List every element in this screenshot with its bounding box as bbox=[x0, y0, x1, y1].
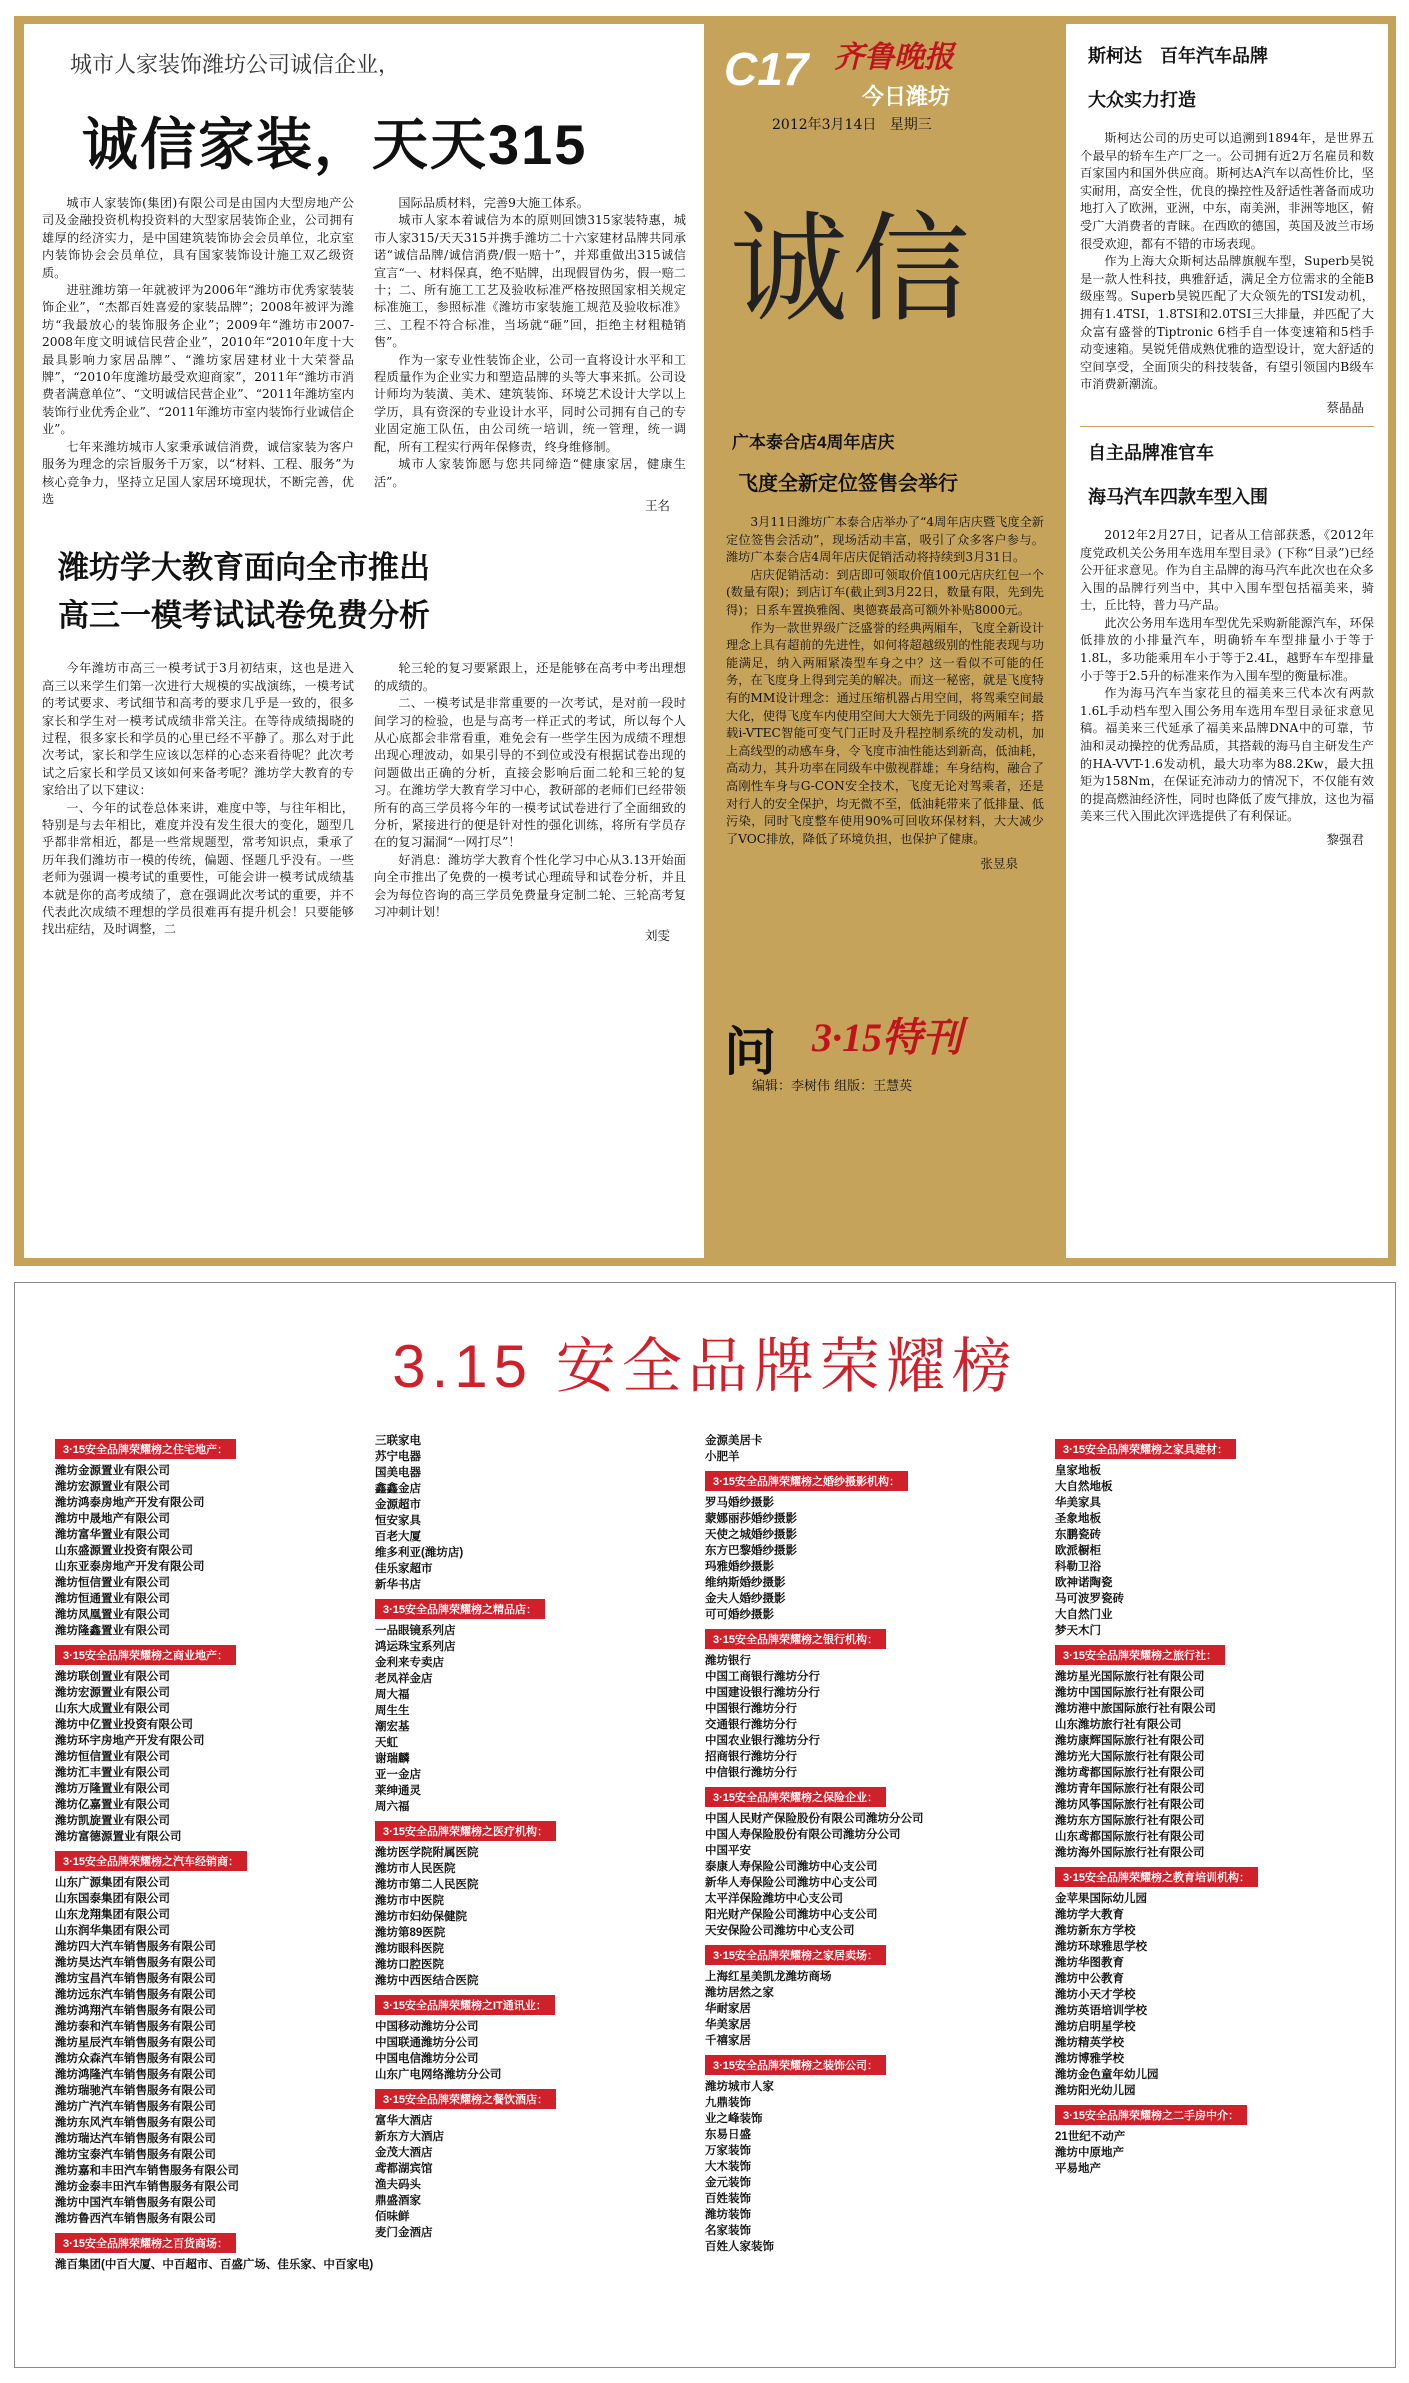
honor-list-item: 万家装饰 bbox=[705, 2145, 751, 2157]
honor-list-item: 华美家居 bbox=[705, 2019, 751, 2031]
honor-list-item: 金源美居卡 bbox=[705, 1435, 763, 1447]
paragraph: 作为一家专业性装饰企业，公司一直将设计水平和工程质量作为企业实力和塑造品牌的头等大事来抓。公司设计师均为装潢、美术、建筑装饰、环境艺术设计大学以上学历，具有资深的专业设计水平，同时公司拥有自己的专业固定施工队伍，由公司统一培训，统一管理，统一调配，所有工程实行两年保修责，终身维修制。 bbox=[374, 352, 686, 454]
article2-col2 bbox=[374, 660, 686, 945]
honor-list-item: 潍坊瑞驰汽车销售服务有限公司 bbox=[55, 2085, 216, 2097]
theme-characters: 诚信 bbox=[730, 200, 975, 338]
honor-category-label: 3·15安全品牌荣耀榜之医疗机构： bbox=[375, 1821, 556, 1841]
paragraph: 一、今年的试卷总体来讲，难度中等，与往年相比，特别是与去年相比，难度并没有发生很大的变化，题型几乎都非常相近，都是一些常规题型，常考知识点，秉承了历年我们潍坊市一模的传统，偏题、怪题几乎没有。一些老师为强调一模考试的重要性，可能会讲一模考试成绩基本就是你的高考成绩了，意在强调此次考试的重要，并不代表此次成绩不理想的学员很难再有提升机会！只要能够找出症结，及时调整，二 bbox=[42, 800, 354, 937]
honor-list-item: 潍坊宏源置业有限公司 bbox=[55, 1687, 170, 1699]
honor-category-label: 3·15安全品牌荣耀榜之家居卖场： bbox=[705, 1945, 886, 1965]
article1-col1 bbox=[42, 195, 354, 514]
honor-list-item: 潍坊富华置业有限公司 bbox=[55, 1529, 170, 1541]
honor-list-item: 华耐家居 bbox=[705, 2003, 751, 2015]
honor-list-item: 潍坊昊达汽车销售服务有限公司 bbox=[55, 1957, 216, 1969]
honor-list-item: 山东龙翔集团有限公司 bbox=[55, 1909, 170, 1921]
honor-list-item: 潍坊金源置业有限公司 bbox=[55, 1465, 170, 1477]
honor-category-label: 3·15安全品牌荣耀榜之住宅地产： bbox=[55, 1439, 236, 1459]
honor-list-item: 潍坊英语培训学校 bbox=[1055, 2005, 1147, 2017]
honor-category-label: 3·15安全品牌荣耀榜之百货商场： bbox=[55, 2233, 236, 2253]
special-question-char: 问 bbox=[724, 1024, 777, 1082]
paragraph: 二、一模考试是非常重要的一次考试，是对前一段时间学习的检验，也是与高考一样正式的考试，所以每个人从心底都会非常看重，难免会有一些学生因为成绩不理想出现心理波动，如果引导的不到位或没有根据试卷出现的问题做出正确的分析，直接会影响后面二轮和三轮的复习。在潍坊学大教育学习中心，教研部的老师们已经带领所有的高三学员将今年的一模考试试卷进行了全面细致的分析，紧接进行的便是针对性的强化训练，将所有学员存在的复习漏洞“一网打尽”！ bbox=[374, 696, 686, 850]
honor-list-item: 潍坊海外国际旅行社有限公司 bbox=[1055, 1847, 1205, 1859]
honor-list-item: 中国移动潍坊分公司 bbox=[375, 2021, 479, 2033]
honor-list-item: 金苹果国际幼儿园 bbox=[1055, 1893, 1147, 1905]
honor-list-item: 中国农业银行潍坊分行 bbox=[705, 1735, 820, 1747]
article2-headline-line2: 高三一模考试试卷免费分析 bbox=[58, 598, 430, 634]
honor-list-item: 潍坊启明星学校 bbox=[1055, 2021, 1136, 2033]
honor-list-item: 维纳斯婚纱摄影 bbox=[705, 1577, 786, 1589]
honor-list-item: 梦天木门 bbox=[1055, 1625, 1101, 1637]
honor-list-item: 潍坊宝泰汽车销售服务有限公司 bbox=[55, 2149, 216, 2161]
honor-list-item: 新华人寿保险公司潍坊中心支公司 bbox=[705, 1877, 878, 1889]
honor-list-item: 九鼎装饰 bbox=[705, 2097, 751, 2109]
paragraph: 作为上海大众斯柯达品牌旗舰车型，Superb昊锐是一款人性科技，典雅舒适，满足全方位需求的全能B级座驾。Superb昊锐匹配了大众领先的TSI发动机，拥有1.4TSI，1.8TSI和2.0TSI三大排量，并匹配了大众富有盛誉的Tiptronic 6档手自一体变速箱和5档手动变速箱。昊锐凭借成熟优雅的造型设计，宽大舒适的空间享受，全面顶尖的科技装备，有望引领国内B级车市消费新潮流。 bbox=[1080, 254, 1374, 392]
honor-list-item: 潍坊医学院附属医院 bbox=[375, 1847, 479, 1859]
paragraph: 此次公务用车选用车型优先采购新能源汽车，环保低排放的小排量汽车，明确轿车车型排量小于等于1.8L，多功能乘用车小于等于2.4L，越野车车型排量小于等于2.5升的标准来作为入围车型的衡量标准。 bbox=[1080, 615, 1374, 683]
article4-headline: 斯柯达 百年汽车品牌 bbox=[1088, 46, 1268, 66]
honor-category-label: 3·15安全品牌荣耀榜之二手房中介： bbox=[1055, 2105, 1247, 2125]
honor-list-item: 潍坊中国汽车销售服务有限公司 bbox=[55, 2197, 216, 2209]
paragraph: 好消息：潍坊学大教育个性化学习中心从3.13开始面向全市推出了免费的一模考试心理疏导和试卷分析，并且会为每位咨询的高三学员免费量身定制二轮、三轮高考复习冲刺计划！ bbox=[374, 852, 686, 919]
paragraph: 作为一款世界级广泛盛誉的经典两厢车，飞度全新设计理念上具有超前的先进性，如何将超越级别的性能表现与功能满足，纳入两厢紧凑型车身之中？这一看似不可能的任务，在飞度身上得到完美的解决。而这一秘密，就是飞度特有的MM设计理念：通过压缩机器占用空间，将驾乘空间最大化，使得飞度车内使用空间大大领先于同级的两厢车；搭载i-VTEC智能可变气门正时及升程控制系统的发动机，加上高线型的动感车身，令飞度市油性能达到新高，低油耗，高动力，其升功率在同级车中傲视群雄；车身结构，融合了高刚性车身与G-CON安全技术，飞度无论对驾乘者，还是对行人的安全保护，均无微不至，低油耗带来了低排量、低污染，同时飞度整车使用90%可回收环保材料，大大减少了VOC排放，降低了环境负担，也保护了健康。 bbox=[726, 620, 1044, 846]
honor-list-item: 太平洋保险潍坊中心支公司 bbox=[705, 1893, 843, 1905]
honor-list-item: 新华书店 bbox=[375, 1579, 421, 1591]
honor-list-item: 麦门金酒店 bbox=[375, 2227, 433, 2239]
honor-list-item: 亚一金店 bbox=[375, 1769, 421, 1781]
honor-list-item: 东易日盛 bbox=[705, 2129, 751, 2141]
honor-list-item: 大自然门业 bbox=[1055, 1609, 1113, 1621]
honor-list-item: 恒安家具 bbox=[375, 1515, 421, 1527]
honor-list-item: 一品眼镜系列店 bbox=[375, 1625, 456, 1637]
honor-list-item: 潍坊恒信置业有限公司 bbox=[55, 1751, 170, 1763]
article2-byline: 刘雯 bbox=[644, 928, 670, 944]
honor-list-item: 潍坊光大国际旅行社有限公司 bbox=[1055, 1751, 1205, 1763]
honor-list-item: 潍坊嘉和丰田汽车销售服务有限公司 bbox=[55, 2165, 239, 2177]
honor-list-item: 中国联通潍坊分公司 bbox=[375, 2037, 479, 2049]
honor-list-item: 鼎盛酒家 bbox=[375, 2195, 421, 2207]
article5-subheadline: 海马汽车四款车型入围 bbox=[1088, 486, 1268, 507]
honor-list-item: 潍坊联创置业有限公司 bbox=[55, 1671, 170, 1683]
paragraph: 城市人家装饰(集团)有限公司是由国内大型房地产公司及金融投资机构投资料的大型家居装饰企业，公司拥有雄厚的经济实力，是中国建筑装饰协会会员单位，北京室内装饰协会会员单位，具有国家装饰设计施工双乙级资质。 bbox=[42, 196, 354, 280]
honor-list-item: 小肥羊 bbox=[705, 1451, 740, 1463]
paper-name-logo: 齐鲁晚报 bbox=[834, 41, 954, 74]
article2-col1 bbox=[42, 660, 354, 945]
honor-category-label: 3·15安全品牌荣耀榜之银行机构： bbox=[705, 1629, 886, 1649]
honor-list-item: 潍坊康辉国际旅行社有限公司 bbox=[1055, 1735, 1205, 1747]
honor-list-item: 蒙娜丽莎婚纱摄影 bbox=[705, 1513, 797, 1525]
editors-credit: 编辑：李树伟 组版：王慧英 bbox=[752, 1079, 913, 1094]
special-edition-logo: 3·15特刊 bbox=[812, 1015, 962, 1060]
article1-col2 bbox=[374, 195, 686, 514]
honor-list-col1 bbox=[55, 1433, 374, 2273]
honor-list-item: 泰康人寿保险公司潍坊中心支公司 bbox=[705, 1861, 878, 1873]
honor-list-item: 潍坊中国国际旅行社有限公司 bbox=[1055, 1687, 1205, 1699]
honor-list-item: 潍坊汇丰置业有限公司 bbox=[55, 1767, 170, 1779]
honor-list-item: 金利来专卖店 bbox=[375, 1657, 444, 1669]
honor-list-item: 潍坊星光国际旅行社有限公司 bbox=[1055, 1671, 1205, 1683]
honor-list-item: 潍坊鲁西汽车销售服务有限公司 bbox=[55, 2213, 216, 2225]
honor-list-item: 百老大厦 bbox=[375, 1531, 421, 1543]
paragraph: 今年潍坊市高三一模考试于3月初结束，这也是进入高三以来学生们第一次进行大规模的实战演练，一模考试的考试要求、考试细节和高考的要求几乎是一致的，很多家长和学生对一模考试成绩非常关注。在等待成绩揭晓的过程，很多家长和学员的心里已经不平静了。那么对于此次考试，家长和学生应该以怎样的心态来看待呢？此次考试之后家长和学员又该如何来备考呢？潍坊学大教育的专家给出了以下建议： bbox=[42, 661, 354, 798]
honor-list-item: 潍坊东方国际旅行社有限公司 bbox=[1055, 1815, 1205, 1827]
honor-list-item: 鑫鑫金店 bbox=[375, 1483, 421, 1495]
honor-list-item: 潍坊金色童年幼儿园 bbox=[1055, 2069, 1159, 2081]
honor-list-item: 金元装饰 bbox=[705, 2177, 751, 2189]
honor-list-item: 中国银行潍坊分行 bbox=[705, 1703, 797, 1715]
honor-list-item: 山东润华集团有限公司 bbox=[55, 1925, 170, 1937]
article4-subheadline: 大众实力打造 bbox=[1088, 90, 1196, 110]
honor-list-item: 马可波罗瓷砖 bbox=[1055, 1593, 1124, 1605]
honor-list-item: 三联家电 bbox=[375, 1435, 421, 1447]
honor-category-label: 3·15安全品牌荣耀榜之装饰公司： bbox=[705, 2055, 886, 2075]
honor-category-label: 3·15安全品牌荣耀榜之商业地产： bbox=[55, 1645, 236, 1665]
honor-category-label: 3·15安全品牌荣耀榜之精品店： bbox=[375, 1599, 545, 1619]
honor-list-item: 潍坊风筝国际旅行社有限公司 bbox=[1055, 1799, 1205, 1811]
honor-list-item: 国美电器 bbox=[375, 1467, 421, 1479]
honor-list-item: 潮宏基 bbox=[375, 1721, 410, 1733]
honor-list-item: 潍百集团(中百大厦、中百超市、百盛广场、佳乐家、中百家电) bbox=[55, 2259, 374, 2271]
honor-list-item: 潍坊市人民医院 bbox=[375, 1863, 456, 1875]
honor-list-item: 山东盛源置业投资有限公司 bbox=[55, 1545, 193, 1557]
honor-list-item: 潍坊华图教育 bbox=[1055, 1957, 1124, 1969]
section-name: 今日潍坊 bbox=[862, 84, 951, 109]
honor-list-item: 圣象地板 bbox=[1055, 1513, 1101, 1525]
honor-list-item: 佰味鲜 bbox=[375, 2211, 410, 2223]
honor-list-item: 阳光财产保险公司潍坊中心支公司 bbox=[705, 1909, 878, 1921]
article1-byline: 王名 bbox=[644, 497, 670, 513]
article3-headline: 广本泰合店4周年店庆 bbox=[732, 433, 895, 452]
honor-list-item: 潍坊鸿翔汽车销售服务有限公司 bbox=[55, 2005, 216, 2017]
honor-list-item: 潍坊阳光幼儿园 bbox=[1055, 2085, 1136, 2097]
honor-category-label: 3·15安全品牌荣耀榜之保险企业： bbox=[705, 1787, 886, 1807]
honor-list-item: 潍坊第89医院 bbox=[375, 1927, 446, 1939]
page-number: C17 bbox=[724, 43, 809, 95]
honor-list-item: 山东亚泰房地产开发有限公司 bbox=[55, 1561, 205, 1573]
honor-list-item: 东方巴黎婚纱摄影 bbox=[705, 1545, 797, 1557]
honor-list-item: 潍坊中西医结合医院 bbox=[375, 1975, 479, 1987]
honor-list-item: 潍坊小天才学校 bbox=[1055, 1989, 1136, 2001]
honor-category-label: 3·15安全品牌荣耀榜之旅行社： bbox=[1055, 1645, 1225, 1665]
honor-list-item: 渔夫码头 bbox=[375, 2179, 421, 2191]
honor-list-item: 金茂大酒店 bbox=[375, 2147, 433, 2159]
article3-body bbox=[726, 514, 1044, 848]
honor-list-item: 大自然地板 bbox=[1055, 1481, 1113, 1493]
honor-list-item: 大木装饰 bbox=[705, 2161, 751, 2173]
honor-list-item: 周生生 bbox=[375, 1705, 410, 1717]
honor-list-item: 天虹 bbox=[375, 1737, 398, 1749]
honor-list-item: 富华大酒店 bbox=[375, 2115, 433, 2127]
honor-list-item: 业之峰装饰 bbox=[705, 2113, 763, 2125]
honor-list-item: 东鹏瓷砖 bbox=[1055, 1529, 1101, 1541]
honor-list-item: 鸢都湖宾馆 bbox=[375, 2163, 433, 2175]
middle-column bbox=[712, 117, 1058, 1258]
article2-body bbox=[42, 660, 686, 945]
honor-list-item: 潍坊居然之家 bbox=[705, 1987, 774, 1999]
divider bbox=[1080, 426, 1374, 427]
honor-list-item: 周大福 bbox=[375, 1689, 410, 1701]
honor-list-item: 潍坊星辰汽车销售服务有限公司 bbox=[55, 2037, 216, 2049]
honor-list-item: 潍坊远东汽车销售服务有限公司 bbox=[55, 1989, 216, 2001]
honor-list-item: 山东大成置业有限公司 bbox=[55, 1703, 170, 1715]
honor-list-item: 潍坊凯旋置业有限公司 bbox=[55, 1815, 170, 1827]
paragraph: 国际品质材料，完善9大施工体系。 bbox=[398, 196, 589, 210]
honor-list-item: 潍坊隆鑫置业有限公司 bbox=[55, 1625, 170, 1637]
honor-list-item: 潍坊新东方学校 bbox=[1055, 1925, 1136, 1937]
honor-list-item: 苏宁电器 bbox=[375, 1451, 421, 1463]
honor-list-item: 上海红星美凯龙潍坊商场 bbox=[705, 1971, 832, 1983]
honor-list-item: 中国平安 bbox=[705, 1845, 751, 1857]
honor-list-item: 欧派橱柜 bbox=[1055, 1545, 1101, 1557]
honor-list-item: 中国电信潍坊分公司 bbox=[375, 2053, 479, 2065]
paragraph: 3月11日潍坊广本泰合店举办了“4周年店庆暨飞度全新定位签售会活动”，现场活动丰富，吸引了众多客户参与。潍坊广本泰合店4周年店庆促销活动将持续到3月31日。 bbox=[726, 515, 1044, 565]
honor-list-item: 潍坊市中医院 bbox=[375, 1895, 444, 1907]
honor-category-label: 3·15安全品牌荣耀榜之家具建材： bbox=[1055, 1439, 1236, 1459]
honor-category-label: 3·15安全品牌荣耀榜之婚纱摄影机构： bbox=[705, 1471, 908, 1491]
issue-date: 2012年3月14日 bbox=[772, 117, 877, 133]
honor-list-item: 罗马婚纱摄影 bbox=[705, 1497, 774, 1509]
article1-headline: 诚信家装，天天315 bbox=[82, 113, 588, 176]
honor-list-item: 山东广电网络潍坊分公司 bbox=[375, 2069, 502, 2081]
honor-list-item: 潍坊中公教育 bbox=[1055, 1973, 1124, 1985]
honor-list-item: 百姓人家装饰 bbox=[705, 2241, 774, 2253]
honor-list-item: 潍坊市第二人民医院 bbox=[375, 1879, 479, 1891]
honor-list-item: 皇家地板 bbox=[1055, 1465, 1101, 1477]
honor-list-item: 山东国泰集团有限公司 bbox=[55, 1893, 170, 1905]
honor-list-item: 潍坊青年国际旅行社有限公司 bbox=[1055, 1783, 1205, 1795]
honor-list-item: 佳乐家超市 bbox=[375, 1563, 433, 1575]
paragraph: 2012年2月27日，记者从工信部获悉，《2012年度党政机关公务用车选用车型目录》(下称“目录”)已经公开征求意见。作为自主品牌的海马汽车此次也在众多入围的品牌行列当中，其中入围车型包括福美来，骑士，丘比特，普力马产品。 bbox=[1080, 527, 1374, 613]
honor-list-item: 潍坊凤凰置业有限公司 bbox=[55, 1609, 170, 1621]
honor-list-item: 潍坊口腔医院 bbox=[375, 1959, 444, 1971]
honor-list-item: 潍坊亿嘉置业有限公司 bbox=[55, 1799, 170, 1811]
honor-list-item: 中国建设银行潍坊分行 bbox=[705, 1687, 820, 1699]
honor-list-item: 天安保险公司潍坊中心支公司 bbox=[705, 1925, 855, 1937]
honor-list-col3 bbox=[705, 1433, 1035, 2255]
paragraph: 进驻潍坊第一年就被评为2006年“潍坊市优秀家装装饰企业”，“杰都百姓喜爱的家装品牌”；2008年被评为潍坊“我最放心的装饰服务企业”；2009年“潍坊市2007-2008年度文明诚信民营企业”，2010年“2010年度十大最具影响力家居品牌”、“潍坊家居建材业十大荣誉品牌”，“2010年度潍坊最受欢迎商家”，2011年“潍坊市消费者满意单位”、“文明诚信民营企业”、“2011年潍坊室内装饰行业优秀企业”、“2011年潍坊市室内装饰行业诚信企业”。 bbox=[42, 283, 354, 437]
honor-list-item: 中信银行潍坊分行 bbox=[705, 1767, 797, 1779]
honor-category-label: 3·15安全品牌荣耀榜之教育培训机构： bbox=[1055, 1867, 1258, 1887]
honor-list-item: 潍坊泰和汽车销售服务有限公司 bbox=[55, 2021, 216, 2033]
honor-list-item: 鸿运珠宝系列店 bbox=[375, 1641, 456, 1653]
article1-body bbox=[42, 195, 686, 514]
article2-headline-line1: 潍坊学大教育面向全市推出 bbox=[58, 550, 430, 586]
paragraph: 店庆促销活动：到店即可领取价值100元店庆红包一个(数量有限)；到店订车(截止到3月22日，数量有限，先到先得)；日系车置换雅阁、奥德赛最高可额外补贴8000元。 bbox=[726, 567, 1044, 617]
honor-list-item: 中国人民财产保险股份有限公司潍坊分公司 bbox=[705, 1813, 924, 1825]
honor-list-item: 周六福 bbox=[375, 1801, 410, 1813]
article1-kicker: 城市人家装饰潍坊公司诚信企业， bbox=[70, 52, 401, 77]
honor-list-item: 潍坊宝昌汽车销售服务有限公司 bbox=[55, 1973, 216, 1985]
honor-list-item: 千禧家居 bbox=[705, 2035, 751, 2047]
honor-list-item: 潍坊富德源置业有限公司 bbox=[55, 1831, 182, 1843]
article3-byline: 张昱泉 bbox=[980, 856, 1018, 872]
honor-list-item: 潍坊眼科医院 bbox=[375, 1943, 444, 1955]
honor-list-item: 潍坊环宇房地产开发有限公司 bbox=[55, 1735, 205, 1747]
honor-list-item: 交通银行潍坊分行 bbox=[705, 1719, 797, 1731]
honor-list-item: 潍坊恒通置业有限公司 bbox=[55, 1593, 170, 1605]
honor-list-item: 天使之城婚纱摄影 bbox=[705, 1529, 797, 1541]
honor-list-item: 山东广源集团有限公司 bbox=[55, 1877, 170, 1889]
honor-list-item: 潍坊博雅学校 bbox=[1055, 2053, 1124, 2065]
honor-list-item: 可可婚纱摄影 bbox=[705, 1609, 774, 1621]
article4-byline: 蔡晶晶 bbox=[1326, 399, 1364, 415]
honor-list-item: 潍坊瑞达汽车销售服务有限公司 bbox=[55, 2133, 216, 2145]
honor-list-item: 华美家具 bbox=[1055, 1497, 1101, 1509]
honor-list-item: 潍坊中晟地产有限公司 bbox=[55, 1513, 170, 1525]
honor-list-item: 潍坊银行 bbox=[705, 1655, 751, 1667]
honor-list-item: 潍坊金泰丰田汽车销售服务有限公司 bbox=[55, 2181, 239, 2193]
honor-list-item: 老凤祥金店 bbox=[375, 1673, 433, 1685]
honor-list-title: 3.15 安全品牌荣耀榜 bbox=[392, 1333, 1018, 1400]
honor-list-col2 bbox=[375, 1433, 675, 2241]
honor-list-item: 21世纪不动产 bbox=[1055, 2131, 1126, 2143]
article3-subheadline: 飞度全新定位签售会举行 bbox=[738, 473, 958, 495]
honor-list-item: 潍坊中亿置业投资有限公司 bbox=[55, 1719, 193, 1731]
honor-list-item: 潍坊港中旅国际旅行社有限公司 bbox=[1055, 1703, 1216, 1715]
honor-list-item: 潍坊四大汽车销售服务有限公司 bbox=[55, 1941, 216, 1953]
honor-list-item: 维多利亚(潍坊店) bbox=[375, 1547, 464, 1559]
honor-list-item: 潍坊鸿泰房地产开发有限公司 bbox=[55, 1497, 205, 1509]
honor-list-item: 潍坊宏源置业有限公司 bbox=[55, 1481, 170, 1493]
honor-category-label: 3·15安全品牌荣耀榜之汽车经销商： bbox=[55, 1851, 247, 1871]
honor-list-item: 潍坊学大教育 bbox=[1055, 1909, 1124, 1921]
honor-list-item: 中国人寿保险股份有限公司潍坊分公司 bbox=[705, 1829, 901, 1841]
honor-list-item: 潍坊环球雅思学校 bbox=[1055, 1941, 1147, 1953]
honor-list-item: 潍坊恒信置业有限公司 bbox=[55, 1577, 170, 1589]
honor-list-item: 潍坊广汽汽车销售服务有限公司 bbox=[55, 2101, 216, 2113]
honor-list-item: 潍坊市妇幼保健院 bbox=[375, 1911, 467, 1923]
issue-weekday: 星期三 bbox=[889, 117, 932, 133]
honor-list-item: 潍坊中原地产 bbox=[1055, 2147, 1124, 2159]
honor-list-item: 名家装饰 bbox=[705, 2225, 751, 2237]
honor-list-item: 谢瑞麟 bbox=[375, 1753, 410, 1765]
honor-list-item: 潍坊鸢都国际旅行社有限公司 bbox=[1055, 1767, 1205, 1779]
honor-list-item: 潍坊鸿隆汽车销售服务有限公司 bbox=[55, 2069, 216, 2081]
paragraph: 城市人家装饰愿与您共同缔造“健康家居，健康生活”。 bbox=[374, 457, 686, 489]
honor-category-label: 3·15安全品牌荣耀榜之餐饮酒店： bbox=[375, 2089, 556, 2109]
paragraph: 斯柯达公司的历史可以追溯到1894年，是世界五个最早的轿车生产厂之一。公司拥有近2万名雇员和数百家国内和国外供应商。斯柯达A汽车以高性价比，坚实耐用，高安全性，优良的操控性及舒适性著备而成功地打入了欧洲，亚洲，中东，南美洲，非洲等地区，俯受广大消费者的青睐。在西欧的德国，英国及波兰市场很受欢迎，都有不错的市场表现。 bbox=[1080, 131, 1374, 251]
paragraph: 轮三轮的复习要紧跟上，还是能够在高考中考出理想的成绩的。 bbox=[374, 661, 686, 693]
honor-list-item: 玛雅婚纱摄影 bbox=[705, 1561, 774, 1573]
paragraph: 七年来潍坊城市人家秉承诚信消费，诚信家装为客户服务为理念的宗旨服务千万家，以“材料、工程、服务”为核心竞争力，坚持立足国人家居环境现状，不断完善，优选 bbox=[42, 439, 354, 506]
honor-list-section bbox=[14, 1282, 1396, 2368]
right-column bbox=[1066, 24, 1388, 1258]
honor-list-item: 新东方大酒店 bbox=[375, 2131, 444, 2143]
honor-list-item: 平易地产 bbox=[1055, 2163, 1101, 2175]
honor-list-item: 潍坊东风汽车销售服务有限公司 bbox=[55, 2117, 216, 2129]
honor-list-item: 潍坊城市人家 bbox=[705, 2081, 774, 2093]
honor-list-item: 欧神诺陶瓷 bbox=[1055, 1577, 1113, 1589]
paragraph: 作为海马汽车当家花旦的福美来三代本次有两款1.6L手动档车型入围公务用车选用车型目录征求意见稿。福美来三代延承了福美来品牌DNA中的可靠，节油和灵动操控的优秀品质，其搭载的海马自主研发生产的HA-VVT-1.6发动机，最大功率为88.2Kw，最大扭矩为158Nm，在保证充沛动力的情况下，不仅能有效的提高燃油经济性，同时也降低了废气排放，这也为福美来三代入围此次评选提供了有利保证。 bbox=[1080, 686, 1374, 824]
article5-headline: 自主品牌准官车 bbox=[1088, 442, 1214, 463]
honor-category-label: 3·15安全品牌荣耀榜之IT通讯业： bbox=[375, 1995, 555, 2015]
honor-list-item: 潍坊装饰 bbox=[705, 2209, 751, 2221]
honor-list-item: 潍坊万隆置业有限公司 bbox=[55, 1783, 170, 1795]
honor-list-item: 科勒卫浴 bbox=[1055, 1561, 1101, 1573]
article5-byline: 黎强君 bbox=[1326, 832, 1364, 847]
honor-list-item: 莱绅通灵 bbox=[375, 1785, 421, 1797]
paragraph: 城市人家本着诚信为本的原则回馈315家装特惠，城市人家315/天天315并携手潍坊二十六家建材品牌共同承诺“诚信品牌/诚信消费/假一赔十”，并郑重做出315诚信宣言“一、材料保真，绝不贴牌，出现假冒伪劣，假一赔二十；二、所有施工工艺及验收标准严格按照国家相关规定标准施工，参照标准《潍坊市家装施工规范及验收标准》三、工程不符合标准，当场就“砸”回，拒绝主材粗糙销售”。 bbox=[374, 213, 686, 350]
honor-list-item: 潍坊众森汽车销售服务有限公司 bbox=[55, 2053, 216, 2065]
issue-date-line bbox=[772, 114, 1044, 134]
honor-list-item: 潍坊精英学校 bbox=[1055, 2037, 1124, 2049]
honor-list-col4 bbox=[1055, 1433, 1385, 2177]
honor-list-item: 山东鸢都国际旅行社有限公司 bbox=[1055, 1831, 1205, 1843]
article4-body bbox=[1080, 130, 1374, 394]
article5-body bbox=[1080, 527, 1374, 826]
honor-list-item: 招商银行潍坊分行 bbox=[705, 1751, 797, 1763]
honor-list-item: 山东潍坊旅行社有限公司 bbox=[1055, 1719, 1182, 1731]
honor-list-item: 中国工商银行潍坊分行 bbox=[705, 1671, 820, 1683]
left-column bbox=[24, 24, 704, 1258]
honor-list-item: 金源超市 bbox=[375, 1499, 421, 1511]
honor-list-item: 金夫人婚纱摄影 bbox=[705, 1593, 786, 1605]
honor-list-item: 百姓装饰 bbox=[705, 2193, 751, 2205]
